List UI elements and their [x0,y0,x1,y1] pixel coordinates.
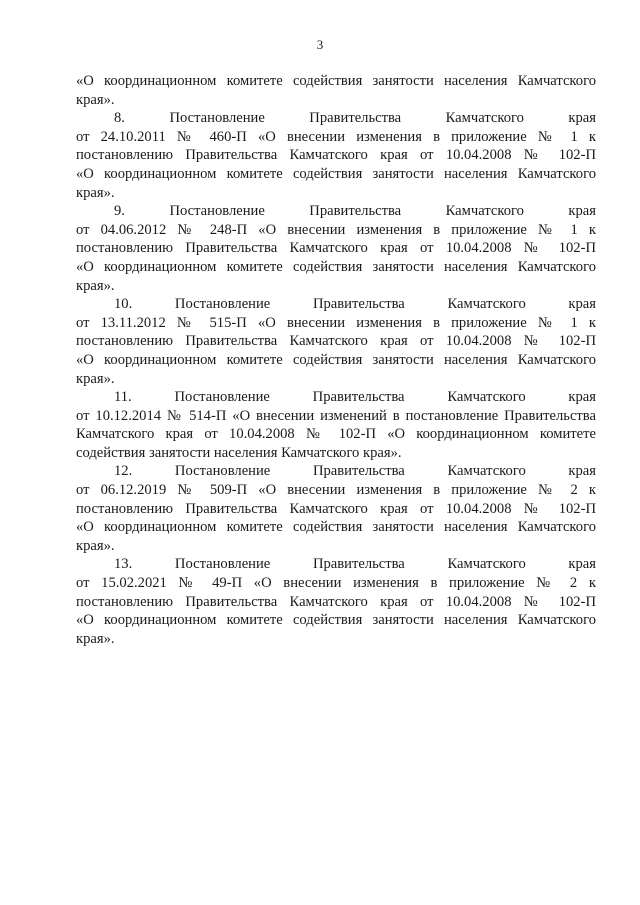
text-line: 10. Постановление Правительства Камчатского края [114,296,596,313]
text-line: постановлению Правительства Камчатского края от 10.04.2008 № 102-П [76,593,596,610]
text-line: от 06.12.2019 № 509-П «О внесении изменения в приложение № 2 к [76,482,596,499]
text-line: содействия занятости населения Камчатского края». [76,444,402,461]
text-line: постановлению Правительства Камчатского края от 10.04.2008 № 102-П [76,333,596,350]
text-line: постановлению Правительства Камчатского края от 10.04.2008 № 102-П [76,147,596,164]
list-item [76,72,596,109]
text-line: «О координационном комитете содействия занятости населения Камчатского [76,73,596,89]
text-line: 11. Постановление Правительства Камчатского края [114,389,596,406]
text-line: края». [76,370,115,387]
text-line: 13. Постановление Правительства Камчатского края [114,556,596,573]
text-line: края». [76,277,115,294]
text-line: от 24.10.2011 № 460-П «О внесении изменения в приложение № 1 к [76,128,596,145]
list-item [76,295,596,388]
list-item [76,109,596,202]
text-line: от 04.06.2012 № 248-П «О внесении изменения в приложение № 1 к [76,221,596,238]
text-line: «О координационном комитете содействия занятости населения Камчатского [76,258,596,275]
list-item [76,555,596,648]
text-line: 9. Постановление Правительства Камчатского края [114,203,596,220]
text-line: от 13.11.2012 № 515-П «О внесении изменения в приложение № 1 к [76,314,596,331]
text-line: 12. Постановление Правительства Камчатского края [114,463,596,480]
text-line: Камчатского края от 10.04.2008 № 102-П «О координационном комитете [76,426,596,443]
text-line: «О координационном комитете содействия занятости населения Камчатского [76,165,596,182]
list-item [76,388,596,462]
text-line: края». [76,184,115,201]
text-line: постановлению Правительства Камчатского края от 10.04.2008 № 102-П [76,500,596,517]
text-line: от 10.12.2014 № 514-П «О внесении изменений в постановление Правительства [76,407,596,424]
text-line: «О координационном комитете содействия занятости населения Камчатского [76,351,596,368]
text-line: края». [76,91,115,108]
text-line: постановлению Правительства Камчатского края от 10.04.2008 № 102-П [76,240,596,257]
text-line: «О координационном комитете содействия занятости населения Камчатского [76,519,596,536]
list-item [76,202,596,295]
document-body [76,72,596,648]
list-item [76,462,596,555]
text-line: 8. Постановление Правительства Камчатского края [114,110,596,127]
page-number: 3 [316,37,324,52]
text-line: «О координационном комитете содействия занятости населения Камчатского [76,612,596,629]
text-line: края». [76,537,115,554]
text-line: края». [76,630,115,647]
text-line: от 15.02.2021 № 49-П «О внесении изменения в приложение № 2 к [76,575,596,592]
